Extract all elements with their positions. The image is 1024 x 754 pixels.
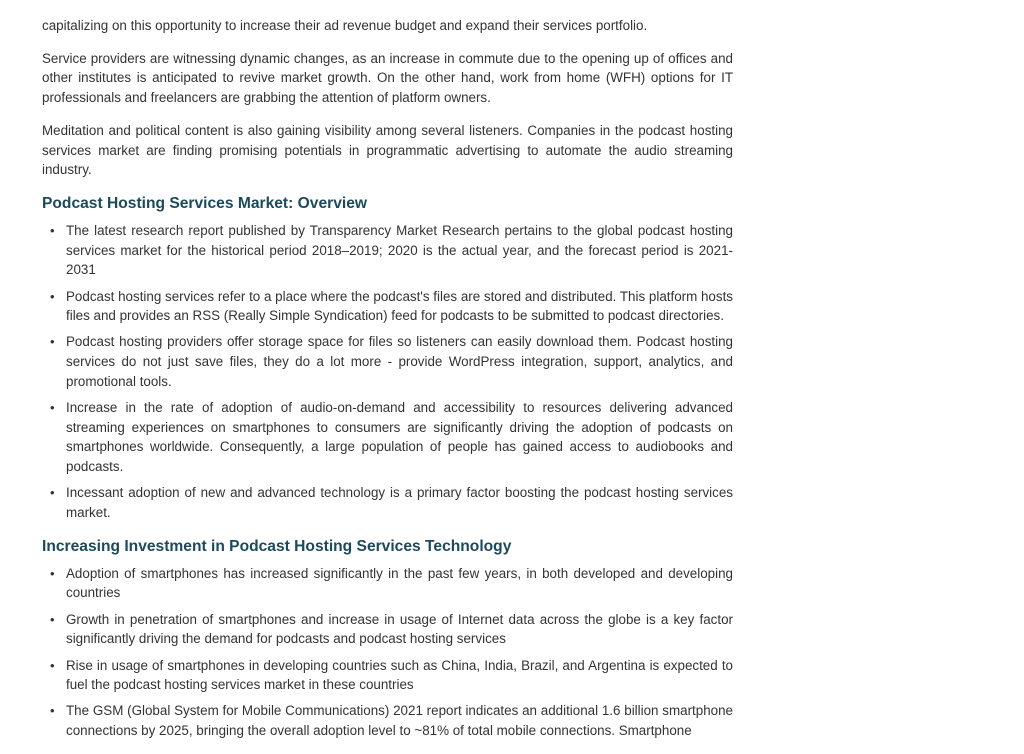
overview-bullet-list	[42, 221, 733, 523]
bullet-icon: •	[50, 565, 55, 581]
intro-paragraph-1: capitalizing on this opportunity to increase their ad revenue budget and expand their services portfolio.	[42, 18, 648, 33]
bullet-icon: •	[50, 222, 55, 238]
list-item-text: The latest research report published by Transparency Market Research pertains to the global podcast hosting services market for the historical period 2018–2019; 2020 is the actual year, and the forecast period is 2021-2031	[66, 222, 733, 278]
list-item	[50, 398, 733, 477]
bullet-icon: •	[50, 288, 55, 304]
list-item-text: Adoption of smartphones has increased significantly in the past few years, in both developed and developing countries	[66, 565, 733, 601]
list-item-text: Podcast hosting providers offer storage space for files so listeners can easily download them. Podcast hosting services do not just save files, they do a lot more - provide WordPress integration, support, analytics, and promotional tools.	[66, 334, 733, 389]
list-item	[50, 656, 733, 695]
list-item-text: Growth in penetration of smartphones and increase in usage of Internet data across the globe is a key factor significantly driving the demand for podcasts and podcast hosting services	[66, 611, 733, 647]
bullet-icon: •	[50, 611, 55, 627]
list-item	[50, 564, 733, 603]
bullet-icon: •	[50, 703, 55, 719]
section-heading-investment: Increasing Investment in Podcast Hosting Services Technology	[42, 537, 512, 555]
list-item	[50, 701, 733, 740]
list-item-text: Podcast hosting services refer to a place where the podcast's files are stored and distributed. This platform hosts files and provides an RSS (Really Simple Syndication) feed for podcasts to be submitted to podcast directories.	[66, 288, 733, 324]
intro-paragraph-2: Service providers are witnessing dynamic changes, as an increase in commute due to the opening up of offices and other institutes is anticipated to revive market growth. On the other hand, work from home (WFH) options for IT professionals and freelancers are grabbing the attention of platform owners.	[42, 50, 733, 106]
bullet-icon: •	[50, 485, 55, 501]
list-item-text: Increase in the rate of adoption of audio-on-demand and accessibility to resources delivering advanced streaming experiences on smartphones to consumers are significantly driving the adoption of podcasts on smartphones worldwide. Consequently, a large population of people has gained access to audiobooks and podcasts.	[66, 400, 733, 475]
bullet-icon: •	[50, 400, 55, 416]
list-item	[50, 610, 733, 649]
list-item	[50, 221, 733, 280]
section-heading-overview: Podcast Hosting Services Market: Overview	[42, 194, 368, 212]
article-body	[42, 16, 733, 754]
list-item	[50, 332, 733, 391]
list-item-text: The GSM (Global System for Mobile Communications) 2021 report indicates an additional 1.6 billion smartphone connections by 2025, bringing the overall adoption level to ~81% of total mobile connections. Smartphone	[66, 703, 733, 739]
bullet-icon: •	[50, 657, 55, 673]
bullet-icon: •	[50, 334, 55, 350]
list-item	[50, 483, 733, 522]
intro-paragraph-3: Meditation and political content is also gaining visibility among several listeners. Companies in the podcast hosting services market are finding promising potentials in programmatic advertising to automate the audio streaming industry.	[42, 122, 733, 178]
list-item-text: Rise in usage of smartphones in developing countries such as China, India, Brazil, and Argentina is expected to fuel the podcast hosting services market in these countries	[66, 657, 733, 693]
investment-bullet-list	[42, 564, 733, 741]
list-item	[50, 287, 733, 326]
list-item-text: Incessant adoption of new and advanced technology is a primary factor boosting the podcast hosting services market.	[66, 485, 733, 521]
